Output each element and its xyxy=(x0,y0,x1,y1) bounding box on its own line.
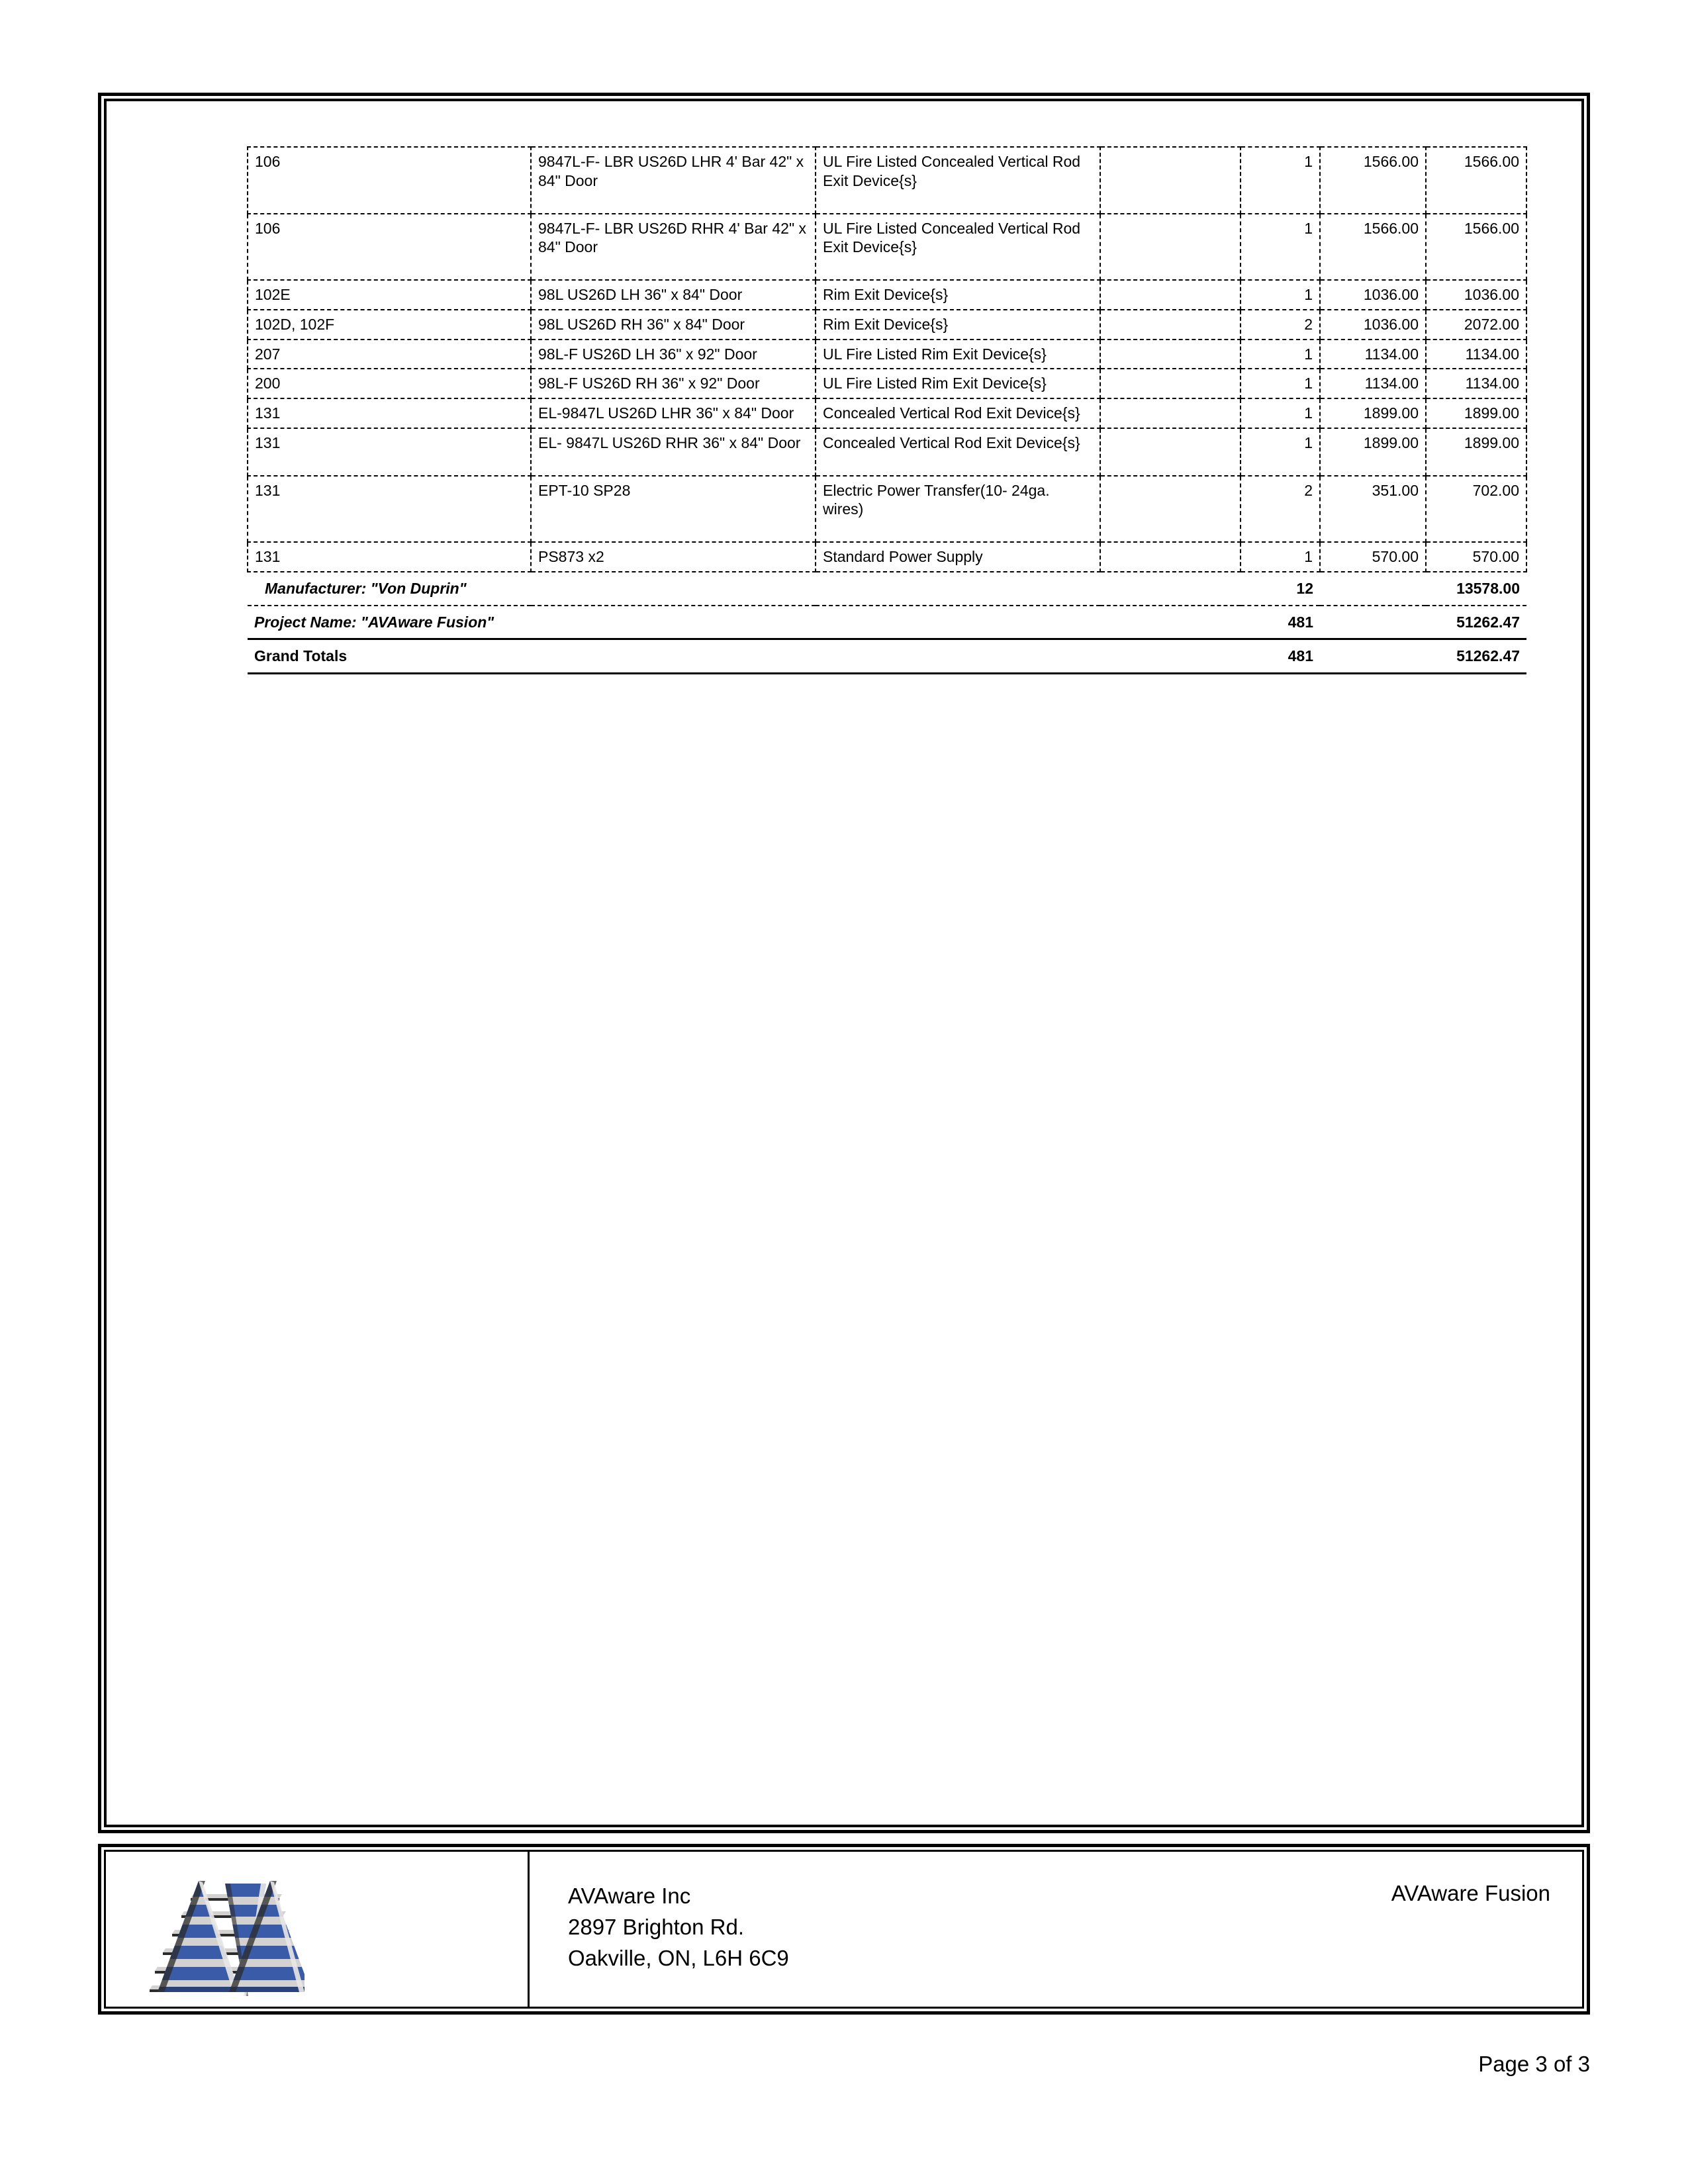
cell-quantity: 1 xyxy=(1241,214,1320,281)
cell-unit-price: 1566.00 xyxy=(1320,147,1426,214)
page-content-border xyxy=(98,93,1590,1833)
cell-unit-price: 351.00 xyxy=(1320,476,1426,543)
page-footer xyxy=(104,1850,1584,2009)
cell-extended-price: 702.00 xyxy=(1426,476,1526,543)
grand-total-price-spacer xyxy=(1320,639,1426,674)
subtotal-price-spacer xyxy=(1320,606,1426,639)
company-address-line-1: 2897 Brighton Rd. xyxy=(568,1914,745,1939)
cell-product: 98L US26D RH 36" x 84" Door xyxy=(531,310,816,340)
cell-product: EL-9847L US26D LHR 36" x 84" Door xyxy=(531,398,816,428)
cell-description: UL Fire Listed Concealed Vertical Rod Exit Device{s} xyxy=(816,147,1100,214)
cell-tag: 106 xyxy=(248,214,531,281)
cell-description: Electric Power Transfer(10- 24ga. wires) xyxy=(816,476,1100,543)
cell-spacer xyxy=(1100,310,1241,340)
cell-unit-price: 1036.00 xyxy=(1320,280,1426,310)
cell-spacer xyxy=(1100,280,1241,310)
cell-extended-price: 2072.00 xyxy=(1426,310,1526,340)
grand-total-extended: 51262.47 xyxy=(1426,639,1526,674)
cell-tag: 102D, 102F xyxy=(248,310,531,340)
cell-description: Standard Power Supply xyxy=(816,542,1100,572)
cell-quantity: 1 xyxy=(1241,542,1320,572)
cell-extended-price: 1134.00 xyxy=(1426,369,1526,398)
cell-spacer xyxy=(1100,340,1241,369)
project-subtotal-extended: 51262.47 xyxy=(1426,606,1526,639)
table-row xyxy=(248,476,1526,543)
table-row xyxy=(248,310,1526,340)
project-subtotal-label: Project Name: "AVAware Fusion" xyxy=(248,606,1241,639)
table-row xyxy=(248,542,1526,572)
project-subtotal-quantity: 481 xyxy=(1241,606,1320,639)
company-name: AVAware Inc xyxy=(568,1884,691,1908)
cell-description: UL Fire Listed Rim Exit Device{s} xyxy=(816,340,1100,369)
cell-extended-price: 1899.00 xyxy=(1426,398,1526,428)
cell-spacer xyxy=(1100,398,1241,428)
cell-product: 9847L-F- LBR US26D LHR 4' Bar 42" x 84" Door xyxy=(531,147,816,214)
cell-quantity: 1 xyxy=(1241,280,1320,310)
cell-tag: 131 xyxy=(248,398,531,428)
subtotal-price-spacer xyxy=(1320,572,1426,606)
manufacturer-subtotal-extended: 13578.00 xyxy=(1426,572,1526,606)
cell-unit-price: 1899.00 xyxy=(1320,428,1426,476)
cell-unit-price: 1134.00 xyxy=(1320,369,1426,398)
cell-quantity: 1 xyxy=(1241,398,1320,428)
cell-spacer xyxy=(1100,542,1241,572)
cell-description: Concealed Vertical Rod Exit Device{s} xyxy=(816,428,1100,476)
footer-text-cell xyxy=(530,1852,1582,2007)
company-info xyxy=(568,1881,789,1974)
cell-quantity: 1 xyxy=(1241,428,1320,476)
manufacturer-subtotal-quantity: 12 xyxy=(1241,572,1320,606)
cell-description: UL Fire Listed Concealed Vertical Rod Exit Device{s} xyxy=(816,214,1100,281)
table-row xyxy=(248,369,1526,398)
cell-quantity: 1 xyxy=(1241,369,1320,398)
cell-spacer xyxy=(1100,428,1241,476)
project-subtotal-row xyxy=(248,606,1526,639)
footer-logo-cell xyxy=(106,1852,530,2007)
cell-quantity: 2 xyxy=(1241,310,1320,340)
cell-tag: 131 xyxy=(248,542,531,572)
table-row xyxy=(248,428,1526,476)
table-row xyxy=(248,214,1526,281)
cell-unit-price: 570.00 xyxy=(1320,542,1426,572)
page-number: Page 3 of 3 xyxy=(1478,2052,1590,2076)
cell-description: UL Fire Listed Rim Exit Device{s} xyxy=(816,369,1100,398)
company-address-line-2: Oakville, ON, L6H 6C9 xyxy=(568,1945,789,1970)
cell-tag: 106 xyxy=(248,147,531,214)
cell-extended-price: 1036.00 xyxy=(1426,280,1526,310)
cell-quantity: 2 xyxy=(1241,476,1320,543)
page-footer-border xyxy=(98,1844,1590,2015)
grand-total-row xyxy=(248,639,1526,674)
cell-spacer xyxy=(1100,476,1241,543)
cell-tag: 102E xyxy=(248,280,531,310)
cell-spacer xyxy=(1100,147,1241,214)
cell-unit-price: 1036.00 xyxy=(1320,310,1426,340)
table-row xyxy=(248,147,1526,214)
cell-tag: 131 xyxy=(248,428,531,476)
cell-extended-price: 1134.00 xyxy=(1426,340,1526,369)
cell-description: Concealed Vertical Rod Exit Device{s} xyxy=(816,398,1100,428)
cell-extended-price: 1566.00 xyxy=(1426,147,1526,214)
cell-tag: 131 xyxy=(248,476,531,543)
cell-unit-price: 1566.00 xyxy=(1320,214,1426,281)
cell-description: Rim Exit Device{s} xyxy=(816,280,1100,310)
line-items-table xyxy=(247,146,1527,674)
line-items-body xyxy=(248,147,1526,674)
product-name-label: AVAware Fusion xyxy=(1391,1881,1550,1905)
grand-total-label: Grand Totals xyxy=(248,639,1241,674)
table-row xyxy=(248,340,1526,369)
manufacturer-subtotal-label: Manufacturer: "Von Duprin" xyxy=(248,572,1241,606)
cell-quantity: 1 xyxy=(1241,340,1320,369)
cell-tag: 200 xyxy=(248,369,531,398)
cell-product: 98L-F US26D LH 36" x 92" Door xyxy=(531,340,816,369)
cell-extended-price: 1899.00 xyxy=(1426,428,1526,476)
cell-tag: 207 xyxy=(248,340,531,369)
table-row xyxy=(248,398,1526,428)
cell-product: PS873 x2 xyxy=(531,542,816,572)
cell-product: 98L US26D LH 36" x 84" Door xyxy=(531,280,816,310)
page-content-inner-border xyxy=(104,99,1584,1827)
grand-total-quantity: 481 xyxy=(1241,639,1320,674)
cell-spacer xyxy=(1100,369,1241,398)
cell-spacer xyxy=(1100,214,1241,281)
cell-product: 98L-F US26D RH 36" x 92" Door xyxy=(531,369,816,398)
cell-unit-price: 1134.00 xyxy=(1320,340,1426,369)
cell-product: EPT-10 SP28 xyxy=(531,476,816,543)
cell-unit-price: 1899.00 xyxy=(1320,398,1426,428)
cell-extended-price: 1566.00 xyxy=(1426,214,1526,281)
avaware-logo-icon xyxy=(140,1866,305,1999)
cell-description: Rim Exit Device{s} xyxy=(816,310,1100,340)
cell-quantity: 1 xyxy=(1241,147,1320,214)
cell-extended-price: 570.00 xyxy=(1426,542,1526,572)
table-row xyxy=(248,280,1526,310)
manufacturer-subtotal-row xyxy=(248,572,1526,606)
cell-product: 9847L-F- LBR US26D RHR 4' Bar 42" x 84" Door xyxy=(531,214,816,281)
cell-product: EL- 9847L US26D RHR 36" x 84" Door xyxy=(531,428,816,476)
